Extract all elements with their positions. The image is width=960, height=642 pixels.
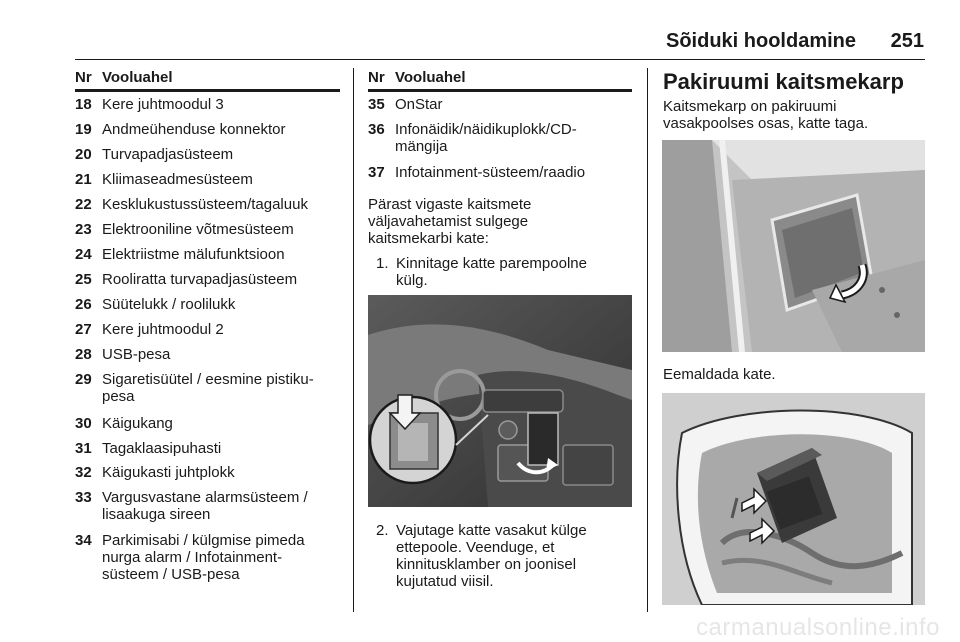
section-title: Pakiruumi kaitsmekarp (663, 69, 904, 94)
row-text: Elektrooniline võtmesüsteem (102, 221, 294, 238)
step-line: Kinnitage katte parempoolne (396, 255, 587, 272)
row-text: Süütelukk / roolilukk (102, 296, 236, 313)
row-number: 31 (75, 440, 92, 457)
row-number: 21 (75, 171, 92, 188)
row-text: Kliimaseadmesüsteem (102, 171, 253, 188)
row-number: 23 (75, 221, 92, 238)
row-text: lisaakuga sireen (102, 506, 211, 523)
row-number: 24 (75, 246, 92, 263)
paragraph-line: väljavahetamist sulgege (368, 213, 529, 230)
row-text: Kere juhtmoodul 3 (102, 96, 224, 113)
row-number: 36 (368, 121, 385, 138)
paragraph-line: Pärast vigaste kaitsmete (368, 196, 532, 213)
row-number: 37 (368, 164, 385, 181)
row-text: mängija (395, 138, 448, 155)
row-text: USB-pesa (102, 346, 171, 363)
row-text: Parkimisabi / külgmise pimeda (102, 532, 305, 549)
step-line: kinnitusklamber on joonisel (396, 556, 577, 573)
header-chapter-title: Sõiduki hooldamine (665, 30, 856, 52)
illustration-dashboard (368, 295, 632, 507)
row-number: 34 (75, 532, 92, 549)
row-number: 20 (75, 146, 92, 163)
row-text: Infotainment-süsteem/raadio (395, 164, 586, 181)
row-number: 26 (75, 296, 92, 313)
row-text: Käigukasti juhtplokk (102, 464, 235, 481)
watermark: carmanualsonline.info (696, 614, 940, 641)
step-2-number: 2. (376, 522, 389, 539)
row-text: Kesklukustussüsteem/tagaluuk (102, 196, 308, 213)
step-line: Vajutage katte vasakut külge (396, 522, 587, 539)
row-text: Vargusvastane alarmsüsteem / (102, 489, 308, 506)
column-header-nr: Nr (75, 69, 92, 86)
paragraph-line: kaitsmekarbi kate: (368, 230, 489, 247)
figure-instrument-panel-fuse-cover (368, 295, 632, 507)
row-text: Turvapadjasüsteem (102, 146, 234, 163)
row-number: 22 (75, 196, 92, 213)
page-number: 251 (890, 30, 924, 52)
row-text: süsteem / USB-pesa (102, 566, 240, 583)
row-text: Andmeühenduse konnektor (102, 121, 286, 138)
reinstall-intro (368, 196, 633, 247)
illustration-fuse-box (662, 393, 925, 605)
row-number: 33 (75, 489, 92, 506)
row-number: 32 (75, 464, 92, 481)
step-1-number: 1. (376, 255, 389, 272)
row-number: 18 (75, 96, 92, 113)
row-text: Kere juhtmoodul 2 (102, 321, 224, 338)
illustration-luggage-compartment (662, 140, 925, 352)
paragraph-line: Kaitsmekarp on pakiruumi (663, 98, 837, 115)
column-header-nr: Nr (368, 69, 385, 86)
luggage-fuse-intro (663, 98, 928, 132)
row-text: OnStar (395, 96, 443, 113)
row-number: 25 (75, 271, 92, 288)
paragraph-line: vasakpoolses osas, katte taga. (663, 115, 869, 132)
row-text: Elektriistme mälufunktsioon (102, 246, 285, 263)
row-text: nurga alarm / Infotainment- (102, 549, 283, 566)
table-header-left (75, 66, 340, 92)
row-number: 35 (368, 96, 385, 113)
row-number: 29 (75, 371, 92, 388)
step-line: ettepoole. Veenduge, et (396, 539, 555, 556)
column-header-circuit: Vooluahel (102, 69, 173, 86)
step-line: kujutatud viisil. (396, 573, 494, 590)
column-divider-right (647, 68, 648, 612)
step-1-text (396, 255, 636, 289)
row-number: 27 (75, 321, 92, 338)
row-number: 30 (75, 415, 92, 432)
header-rule (75, 59, 925, 60)
row-text: Rooliratta turvapadjasüsteem (102, 271, 298, 288)
row-text: Tagaklaasipuhasti (102, 440, 222, 457)
row-text: Sigaretisüütel / eesmine pistiku- (102, 371, 314, 388)
table-header-middle (368, 66, 632, 92)
step-2-text (396, 522, 636, 590)
row-text: pesa (102, 388, 135, 405)
row-text: Infonäidik/näidikuplokk/CD- (395, 121, 577, 138)
row-number: 28 (75, 346, 92, 363)
step-line: külg. (396, 272, 428, 289)
remove-cover-instruction: Eemaldada kate. (663, 366, 776, 383)
column-header-circuit: Vooluahel (395, 69, 466, 86)
column-divider-left (353, 68, 354, 612)
row-number: 19 (75, 121, 92, 138)
figure-fuse-box-clips (662, 393, 925, 605)
row-text: Käigukang (102, 415, 173, 432)
figure-luggage-compartment-cover (662, 140, 925, 352)
